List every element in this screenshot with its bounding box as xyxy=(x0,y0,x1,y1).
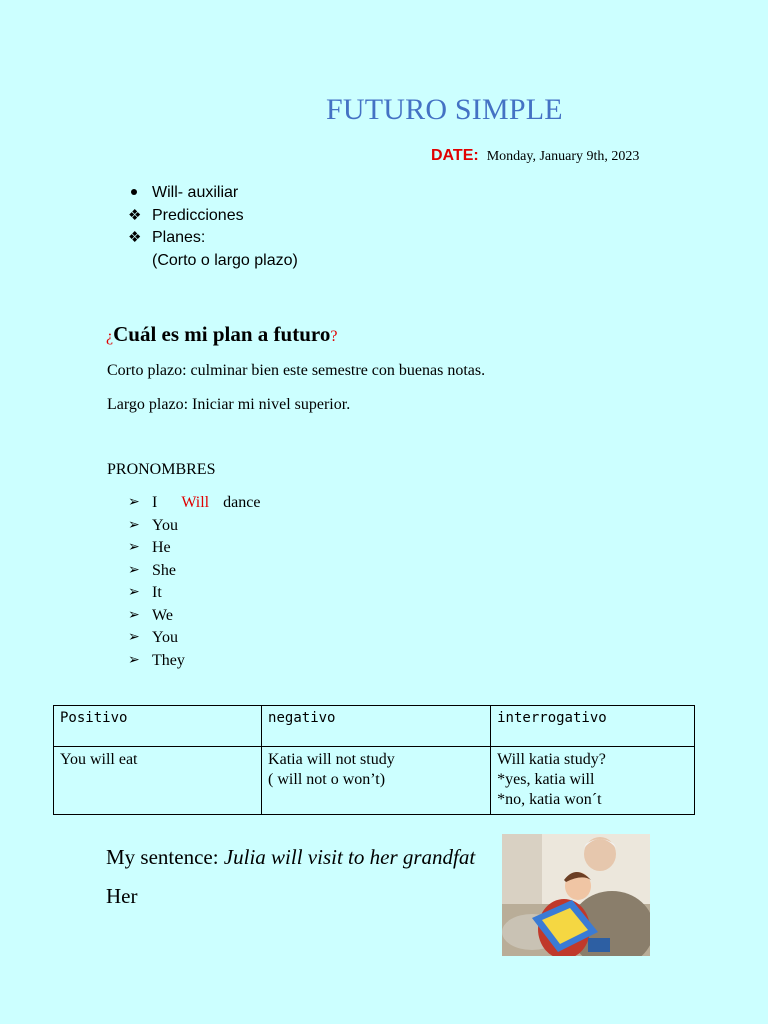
sentence-text: Julia will visit to her grandfat xyxy=(223,845,476,869)
list-item: ➢ You xyxy=(128,515,260,538)
bullet-dot-icon xyxy=(128,182,148,205)
grammar-table xyxy=(53,705,695,815)
page-title: FUTURO SIMPLE xyxy=(326,93,563,126)
list-item: ➢ They xyxy=(128,650,260,673)
bullet-list xyxy=(128,182,298,272)
cell-interrogative: Will katia study? *yes, katia will *no, katia won´t xyxy=(491,747,695,815)
list-item xyxy=(128,492,260,515)
arrow-bullet-icon: ➢ xyxy=(128,630,140,645)
auxiliary-will: Will xyxy=(181,494,210,511)
arrow-bullet-icon: ➢ xyxy=(128,517,140,533)
short-term-plan: Corto plazo: culminar bien este semestre con buenas notas. xyxy=(107,362,486,379)
header-interrogative: interrogativo xyxy=(491,706,695,747)
grandfather-reading-photo xyxy=(502,834,650,956)
arrow-bullet-icon: ➢ xyxy=(128,652,140,668)
pronouns-heading: PRONOMBRES xyxy=(107,461,216,478)
table-header-row xyxy=(54,706,695,747)
diamond-bullet-icon: ❖ xyxy=(128,206,142,224)
arrow-bullet-icon: ➢ xyxy=(128,607,140,623)
date-line xyxy=(431,147,639,165)
list-item: Will- auxiliar xyxy=(128,182,298,205)
sentence-label: My sentence: xyxy=(106,845,219,869)
trailing-text: Her xyxy=(106,884,138,908)
pronoun: I xyxy=(152,494,158,511)
date-label: DATE: xyxy=(431,147,479,164)
long-term-plan: Largo plazo: Iniciar mi nivel superior. xyxy=(107,396,351,413)
diamond-bullet-icon: ❖ xyxy=(128,229,142,246)
header-negative: negativo xyxy=(262,706,491,747)
list-item-continuation: (Corto o largo plazo) xyxy=(152,251,298,269)
question-close-mark: ? xyxy=(330,328,338,345)
my-sentence xyxy=(106,845,475,870)
cell-positive: You will eat xyxy=(54,747,262,815)
list-item: ❖ Predicciones xyxy=(128,205,298,228)
question-text: Cuál es mi plan a futuro xyxy=(113,322,331,346)
list-item: ➢ She xyxy=(128,560,260,583)
verb: dance xyxy=(223,494,261,511)
list-item: ❖ Planes: xyxy=(128,227,298,250)
question-open-mark: ¿ xyxy=(106,328,114,345)
pronoun-list xyxy=(128,492,260,672)
arrow-bullet-icon: ➢ xyxy=(128,562,140,578)
table-row xyxy=(54,747,695,815)
arrow-bullet-icon: ➢ xyxy=(128,540,140,555)
cell-negative: Katia will not study ( will not o won’t) xyxy=(262,747,491,815)
list-item: ➢ He xyxy=(128,537,260,560)
question-heading xyxy=(106,322,337,347)
list-item: ➢ You xyxy=(128,627,260,650)
arrow-bullet-icon: ➢ xyxy=(128,585,140,600)
header-positive: Positivo xyxy=(54,706,262,747)
date-value: Monday, January 9th, 2023 xyxy=(486,149,640,164)
list-item: ➢ We xyxy=(128,605,260,628)
arrow-bullet-icon: ➢ xyxy=(128,495,140,510)
list-item: ➢ It xyxy=(128,582,260,605)
